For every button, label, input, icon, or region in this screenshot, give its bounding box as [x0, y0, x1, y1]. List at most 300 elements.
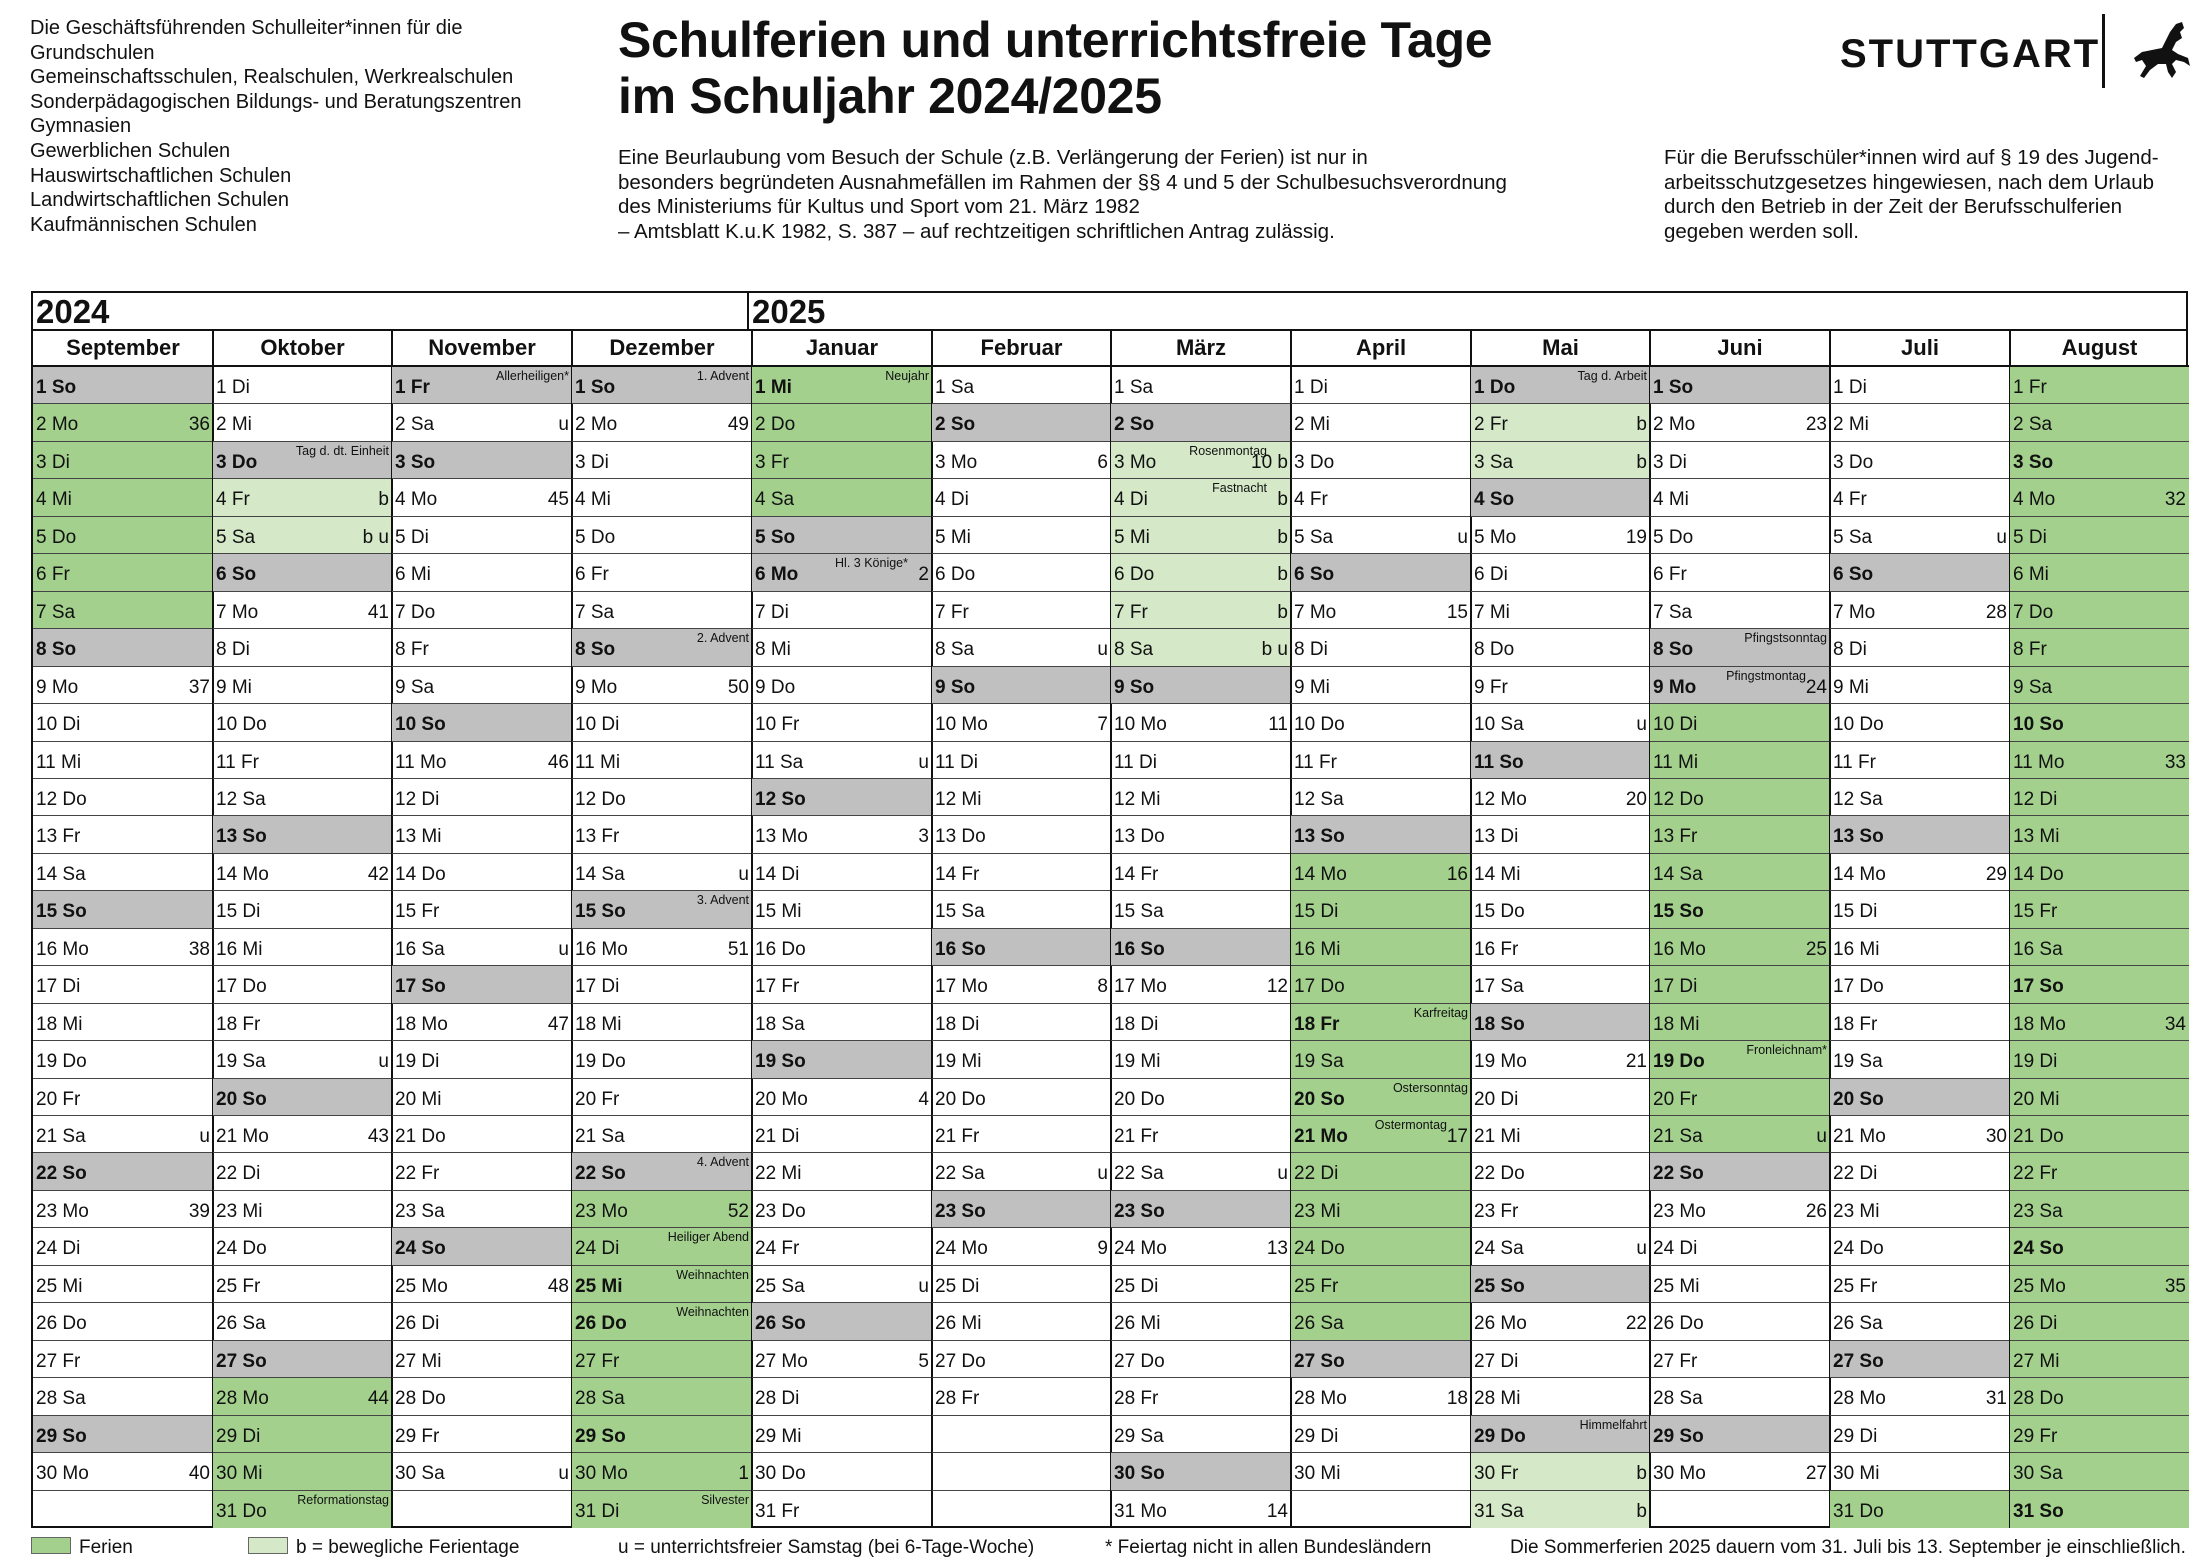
day-label: 13 Fr — [36, 826, 81, 848]
day-cell — [752, 1378, 932, 1415]
week-number: 34 — [2164, 1013, 2186, 1035]
day-label: 16 Mo — [1653, 938, 1706, 960]
day-label: 26 Sa — [1294, 1313, 1344, 1335]
week-number: 1 — [738, 1463, 749, 1485]
week-number: 45 — [547, 489, 569, 511]
day-cell — [572, 1116, 752, 1153]
day-cell — [392, 1191, 572, 1228]
day-cell — [2010, 1079, 2189, 1116]
day-label: 15 Do — [1474, 901, 1525, 923]
week-number: 15 — [1446, 601, 1468, 623]
day-label: 6 Mo — [755, 564, 799, 586]
day-label: 7 Di — [755, 601, 789, 623]
day-cell — [1471, 1266, 1650, 1303]
day-label: 10 Sa — [1474, 714, 1524, 736]
day-cell — [392, 891, 572, 928]
day-label: 29 Mi — [755, 1425, 802, 1447]
day-cell — [752, 1191, 932, 1228]
day-label: 7 Sa — [575, 601, 615, 623]
day-label: 8 Sa — [1114, 639, 1154, 661]
day-label: 5 Sa — [216, 526, 256, 548]
day-label: 24 So — [395, 1238, 446, 1260]
day-cell — [1111, 1303, 1291, 1340]
day-cell — [1650, 592, 1830, 629]
day-label: 30 Sa — [2013, 1463, 2063, 1485]
day-label: 10 Do — [1294, 714, 1345, 736]
day-label: 22 Di — [216, 1163, 261, 1185]
day-label: 28 Fr — [935, 1388, 980, 1410]
week-number: 51 — [727, 938, 749, 960]
day-label: 5 Sa — [1294, 526, 1334, 548]
day-label: 19 Di — [395, 1051, 440, 1073]
day-cell — [33, 854, 213, 891]
day-cell — [1111, 854, 1291, 891]
day-label: 24 Mo — [935, 1238, 988, 1260]
addr-line: Gemeinschaftsschulen, Realschulen, Werkrealschulen — [30, 66, 514, 89]
day-cell — [932, 1341, 1111, 1378]
day-cell — [33, 479, 213, 516]
day-cell — [932, 442, 1111, 479]
day-cell — [392, 966, 572, 1003]
day-cell — [932, 779, 1111, 816]
day-cell — [2010, 1116, 2189, 1153]
day-label: 10 Di — [1653, 714, 1698, 736]
day-cell — [1650, 816, 1830, 853]
day-cell — [1111, 442, 1291, 479]
day-label: 22 Mi — [755, 1163, 802, 1185]
day-label: 3 Di — [575, 451, 609, 473]
day-cell — [1830, 479, 2010, 516]
day-label: 24 So — [2013, 1238, 2064, 1260]
day-cell — [33, 367, 213, 404]
day-cell — [392, 1266, 572, 1303]
day-cell — [1291, 1041, 1471, 1078]
day-cell — [1471, 816, 1650, 853]
day-cell — [1471, 592, 1650, 629]
day-label: 14 Do — [395, 863, 446, 885]
day-label: 29 Fr — [2013, 1425, 2058, 1447]
day-label: 26 Do — [575, 1313, 627, 1335]
day-cell — [2010, 929, 2189, 966]
legend-ferien — [31, 1536, 133, 1560]
day-label: 12 Mo — [1474, 788, 1527, 810]
day-cell — [2010, 517, 2189, 554]
note2-line: gegeben werden soll. — [1664, 219, 1859, 243]
day-cell — [1291, 1116, 1471, 1153]
day-cell — [1291, 1191, 1471, 1228]
day-cell — [1650, 1266, 1830, 1303]
week-number: u — [1097, 1163, 1108, 1185]
day-label: 21 Mo — [1833, 1126, 1886, 1148]
day-label: 4 Mo — [395, 489, 438, 511]
week-number: 37 — [188, 676, 210, 698]
month-column — [1111, 367, 1291, 1528]
day-cell — [1471, 404, 1650, 441]
day-cell — [932, 517, 1111, 554]
day-cell — [1111, 779, 1291, 816]
week-number: 42 — [367, 863, 389, 885]
day-cell — [572, 1153, 752, 1190]
day-cell — [2010, 704, 2189, 741]
day-cell — [1471, 1453, 1650, 1490]
day-cell — [752, 1004, 932, 1041]
week-number: 21 — [1625, 1051, 1647, 1073]
day-label: 16 Mi — [1833, 938, 1880, 960]
day-label: 29 Di — [216, 1425, 261, 1447]
day-label: 29 Di — [1294, 1425, 1339, 1447]
day-label: 1 Mi — [755, 377, 792, 398]
day-cell — [572, 891, 752, 928]
day-label: 1 So — [36, 377, 77, 398]
day-label: 9 Mo — [575, 676, 618, 698]
day-label: 24 Sa — [1474, 1238, 1524, 1260]
page-title — [618, 12, 1492, 124]
day-label: 31 Mo — [1114, 1500, 1167, 1522]
month-header: Februar — [932, 331, 1111, 367]
day-cell — [752, 1303, 932, 1340]
day-label: 1 Di — [1833, 377, 1867, 398]
day-cell — [1471, 667, 1650, 704]
day-cell — [1471, 704, 1650, 741]
day-label: 20 Do — [1114, 1088, 1165, 1110]
day-cell — [1111, 1041, 1291, 1078]
day-cell — [1830, 592, 2010, 629]
day-label: 24 Fr — [755, 1238, 800, 1260]
day-label: 12 Do — [36, 788, 87, 810]
week-number: 19 — [1625, 526, 1647, 548]
day-cell — [213, 442, 392, 479]
day-cell — [752, 367, 932, 404]
week-number: u — [1457, 526, 1468, 548]
day-cell — [392, 742, 572, 779]
day-cell — [1650, 966, 1830, 1003]
day-cell — [33, 1453, 213, 1490]
week-number: b — [1277, 564, 1288, 586]
day-label: 18 Mi — [36, 1013, 83, 1035]
day-cell — [572, 592, 752, 629]
empty-day-cell — [932, 1416, 1111, 1453]
day-label: 15 Mi — [755, 901, 802, 923]
day-cell — [932, 854, 1111, 891]
day-cell — [1111, 891, 1291, 928]
day-cell — [392, 1153, 572, 1190]
day-label: 28 Do — [2013, 1388, 2064, 1410]
day-cell — [752, 1491, 932, 1528]
day-cell — [1291, 1079, 1471, 1116]
day-cell — [932, 592, 1111, 629]
day-label: 6 Fr — [36, 564, 70, 586]
legend-ferien-label: Ferien — [79, 1537, 133, 1558]
day-label: 16 So — [935, 938, 986, 960]
day-cell — [932, 1266, 1111, 1303]
day-cell — [392, 1004, 572, 1041]
day-label: 6 Mi — [395, 564, 431, 586]
day-cell — [1650, 554, 1830, 591]
note2-line: arbeitsschutzgesetzes hingewiesen, nach dem Urlaub — [1664, 170, 2154, 194]
week-number: 16 — [1446, 863, 1468, 885]
day-cell — [33, 1041, 213, 1078]
day-cell — [1291, 404, 1471, 441]
day-label: 22 Sa — [1114, 1163, 1164, 1185]
day-cell — [2010, 1041, 2189, 1078]
day-label: 26 Mi — [935, 1313, 982, 1335]
day-label: 11 Mo — [2013, 751, 2065, 773]
day-cell — [752, 1153, 932, 1190]
day-cell — [2010, 779, 2189, 816]
week-number: 38 — [188, 938, 210, 960]
day-label: 22 Fr — [2013, 1163, 2058, 1185]
week-number: 39 — [188, 1200, 210, 1222]
day-cell — [2010, 1341, 2189, 1378]
day-label: 30 Do — [755, 1463, 806, 1485]
day-cell — [1830, 1004, 2010, 1041]
day-label: 15 Di — [1833, 901, 1878, 923]
day-label: 3 So — [395, 451, 436, 473]
holiday-label: Ostersonntag — [1392, 1080, 1468, 1095]
month-column — [932, 367, 1111, 1528]
day-label: 14 Mo — [1833, 863, 1886, 885]
day-label: 12 Do — [575, 788, 626, 810]
week-number: b u — [362, 526, 389, 548]
day-label: 12 Sa — [1833, 788, 1883, 810]
day-label: 16 Sa — [2013, 938, 2063, 960]
day-label: 21 Sa — [36, 1126, 86, 1148]
day-label: 25 Mo — [2013, 1275, 2066, 1297]
day-cell — [1291, 891, 1471, 928]
day-cell — [932, 1303, 1111, 1340]
day-label: 14 Sa — [1653, 863, 1703, 885]
day-cell — [572, 1228, 752, 1265]
day-cell — [572, 1378, 752, 1415]
day-cell — [213, 517, 392, 554]
day-cell — [572, 854, 752, 891]
day-label: 25 Fr — [216, 1275, 261, 1297]
day-label: 30 Mo — [575, 1463, 628, 1485]
day-label: 2 Mo — [575, 414, 618, 436]
day-cell — [33, 404, 213, 441]
day-label: 11 Fr — [216, 751, 259, 773]
day-cell — [572, 442, 752, 479]
day-cell — [572, 517, 752, 554]
day-cell — [213, 1378, 392, 1415]
day-label: 15 Sa — [1114, 901, 1164, 923]
day-cell — [213, 1303, 392, 1340]
day-cell — [2010, 1004, 2189, 1041]
day-label: 19 Do — [36, 1051, 87, 1073]
day-label: 8 Di — [1294, 639, 1328, 661]
day-cell — [932, 1191, 1111, 1228]
day-label: 9 So — [1114, 676, 1155, 698]
day-label: 27 Fr — [1653, 1350, 1698, 1372]
day-label: 11 Di — [935, 751, 978, 773]
day-cell — [572, 929, 752, 966]
day-label: 3 Fr — [755, 451, 789, 473]
day-cell — [572, 1041, 752, 1078]
day-cell — [1650, 1191, 1830, 1228]
day-label: 31 Fr — [755, 1500, 800, 1522]
day-label: 27 Do — [1114, 1350, 1165, 1372]
day-cell — [1650, 1341, 1830, 1378]
week-number: u — [1277, 1163, 1288, 1185]
day-label: 8 Fr — [395, 639, 429, 661]
day-cell — [213, 1228, 392, 1265]
day-cell — [1291, 1416, 1471, 1453]
week-number: u — [1996, 526, 2007, 548]
day-label: 6 Di — [1474, 564, 1508, 586]
day-label: 12 So — [755, 788, 806, 810]
day-label: 17 Do — [1833, 976, 1884, 998]
day-cell — [572, 1491, 752, 1528]
day-cell — [392, 667, 572, 704]
day-cell — [1471, 1378, 1650, 1415]
empty-day-cell — [33, 1491, 213, 1528]
addr-line: Gymnasien — [30, 115, 132, 138]
title-line-1: Schulferien und unterrichtsfreie Tage — [618, 12, 1493, 68]
day-cell — [213, 629, 392, 666]
day-cell — [213, 891, 392, 928]
day-cell — [213, 704, 392, 741]
day-label: 24 Do — [1294, 1238, 1345, 1260]
day-cell — [213, 1266, 392, 1303]
day-cell — [1471, 554, 1650, 591]
day-label: 4 Di — [935, 489, 969, 511]
holiday-label: Tag d. dt. Einheit — [295, 443, 389, 458]
day-label: 11 Fr — [1294, 751, 1337, 773]
day-cell — [213, 404, 392, 441]
day-cell — [1830, 1191, 2010, 1228]
day-cell — [392, 854, 572, 891]
day-cell — [392, 1079, 572, 1116]
day-label: 2 So — [935, 414, 976, 436]
note1-line: – Amtsblatt K.u.K 1982, S. 387 – auf rechtzeitigen schriftlichen Antrag zulässig. — [618, 219, 1335, 243]
day-cell — [1471, 742, 1650, 779]
day-label: 17 Fr — [755, 976, 800, 998]
day-label: 29 Do — [1474, 1425, 1526, 1447]
day-label: 2 Fr — [1474, 414, 1508, 436]
day-cell — [2010, 1191, 2189, 1228]
day-label: 20 So — [1294, 1088, 1345, 1110]
day-label: 15 Fr — [395, 901, 440, 923]
day-label: 7 Fr — [1114, 601, 1148, 623]
day-label: 27 Di — [1474, 1350, 1519, 1372]
day-cell — [932, 1079, 1111, 1116]
day-cell — [2010, 1453, 2189, 1490]
day-label: 17 Di — [575, 976, 620, 998]
day-label: 23 Fr — [1474, 1200, 1519, 1222]
day-label: 15 So — [1653, 901, 1704, 923]
day-label: 13 Di — [1474, 826, 1519, 848]
day-label: 31 Do — [216, 1500, 267, 1522]
day-label: 24 Do — [1833, 1238, 1884, 1260]
day-cell — [752, 1116, 932, 1153]
day-cell — [1830, 404, 2010, 441]
day-label: 7 Mo — [216, 601, 259, 623]
day-label: 1 Fr — [2013, 377, 2047, 398]
day-cell — [1650, 1453, 1830, 1490]
day-label: 3 Mo — [1114, 451, 1157, 473]
day-label: 30 So — [1114, 1463, 1165, 1485]
week-number: 3 — [918, 826, 929, 848]
week-number: 12 — [1266, 976, 1288, 998]
day-label: 28 Fr — [1114, 1388, 1159, 1410]
day-cell — [1291, 1228, 1471, 1265]
day-cell — [33, 1416, 213, 1453]
week-number: 4 — [918, 1088, 929, 1110]
holiday-label: Reformationstag — [297, 1492, 389, 1507]
day-cell — [572, 1191, 752, 1228]
day-cell — [1830, 1153, 2010, 1190]
day-cell — [33, 779, 213, 816]
day-cell — [213, 742, 392, 779]
day-cell — [1830, 1079, 2010, 1116]
day-label: 27 So — [1294, 1350, 1345, 1372]
day-label: 27 Mi — [2013, 1350, 2060, 1372]
day-cell — [213, 966, 392, 1003]
day-cell — [33, 929, 213, 966]
week-number: 33 — [2164, 751, 2186, 773]
day-cell — [1291, 966, 1471, 1003]
day-cell — [752, 404, 932, 441]
day-cell — [33, 1228, 213, 1265]
day-cell — [572, 704, 752, 741]
day-cell — [1830, 779, 2010, 816]
day-label: 20 Fr — [575, 1088, 620, 1110]
day-label: 17 Di — [1653, 976, 1698, 998]
addr-line: Die Geschäftsführenden Schulleiter*innen für die — [30, 17, 463, 39]
leave-note — [618, 146, 1507, 244]
day-cell — [2010, 629, 2189, 666]
day-cell — [572, 629, 752, 666]
week-number: 20 — [1625, 788, 1647, 810]
day-label: 26 Do — [36, 1313, 87, 1335]
day-label: 14 Sa — [575, 863, 625, 885]
month-header: April — [1291, 331, 1471, 367]
day-label: 6 Mi — [2013, 564, 2049, 586]
day-cell — [1471, 1303, 1650, 1340]
day-label: 3 Do — [1833, 451, 1874, 473]
week-number: 28 — [1985, 601, 2007, 623]
week-number: b — [1636, 414, 1647, 436]
day-cell — [213, 367, 392, 404]
day-label: 18 Di — [1114, 1013, 1159, 1035]
day-label: 8 So — [36, 639, 77, 661]
week-number: 23 — [1805, 414, 1827, 436]
week-number: 11 — [1268, 714, 1288, 736]
day-cell — [2010, 1416, 2189, 1453]
day-label: 5 So — [755, 526, 796, 548]
day-label: 3 Di — [1653, 451, 1687, 473]
week-number: 8 — [1097, 976, 1108, 998]
addr-line: Sonderpädagogischen Bildungs- und Beratungszentren — [30, 90, 522, 113]
holiday-label: 4. Advent — [696, 1155, 749, 1170]
day-label: 18 Mi — [575, 1013, 622, 1035]
day-cell — [932, 929, 1111, 966]
day-cell — [1830, 1453, 2010, 1490]
day-cell — [1650, 1378, 1830, 1415]
day-label: 9 Mo — [1653, 676, 1697, 698]
day-label: 6 Do — [1114, 564, 1155, 586]
day-cell — [2010, 404, 2189, 441]
day-cell — [932, 1378, 1111, 1415]
day-cell — [2010, 966, 2189, 1003]
day-label: 30 Mi — [1833, 1463, 1880, 1485]
day-cell — [1111, 1378, 1291, 1415]
day-label: 16 Mi — [1294, 938, 1341, 960]
day-label: 23 Mo — [36, 1200, 89, 1222]
day-label: 6 So — [216, 564, 257, 586]
holiday-label: 3. Advent — [696, 893, 749, 908]
week-number: 27 — [1805, 1463, 1827, 1485]
